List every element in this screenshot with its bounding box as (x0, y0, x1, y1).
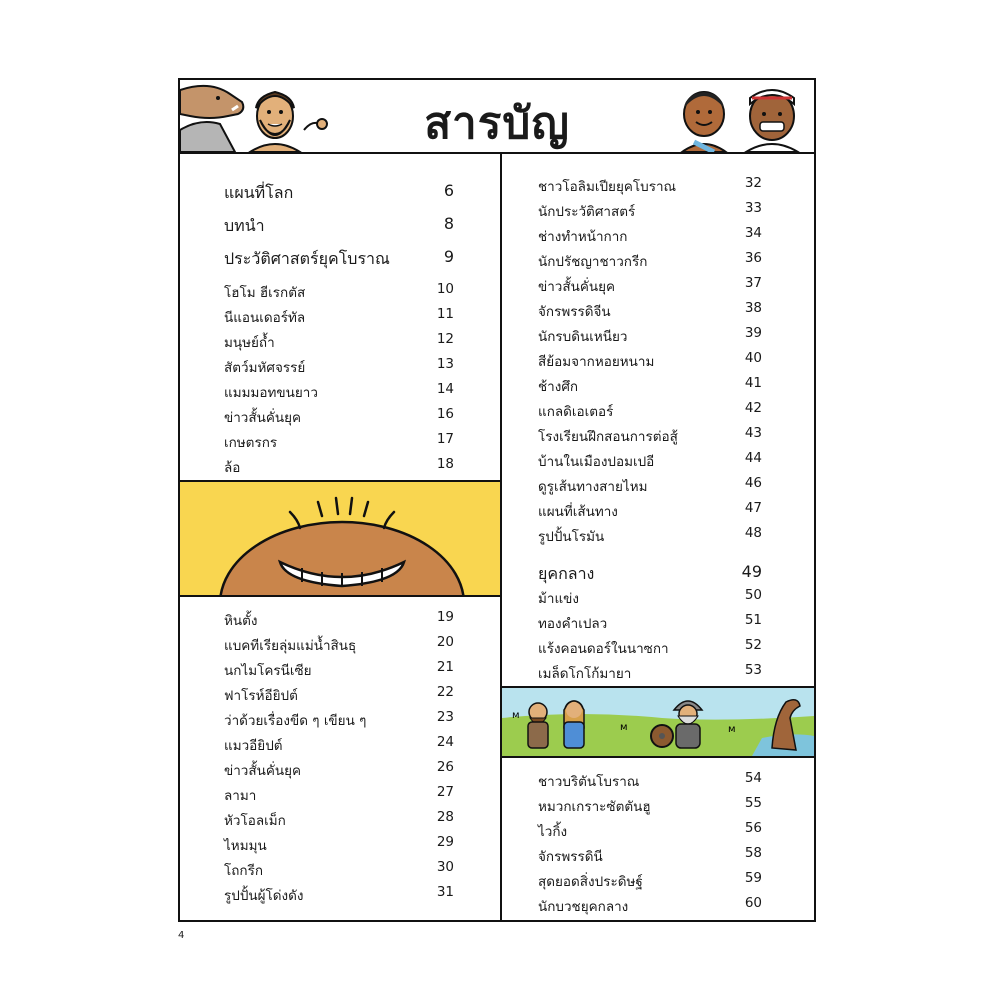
smiling-face-illustration (180, 482, 500, 595)
toc-entry-title: ช้างศึก (538, 379, 579, 395)
left-top-box (178, 152, 502, 482)
toc-entry-title: โฮโม ฮีเรกตัส (224, 285, 306, 301)
toc-entry-page: 53 (744, 662, 762, 678)
viking-scene-panel (500, 686, 816, 758)
toc-entry-page: 42 (744, 400, 762, 416)
toc-entry-title: สัตว์มหัศจรรย์ (224, 360, 306, 376)
toc-entry-page: 54 (744, 770, 762, 786)
toc-entry-page: 55 (744, 795, 762, 811)
toc-right-bottom (538, 758, 762, 924)
toc-entry-title: มนุษย์ถ้ำ (224, 335, 275, 351)
toc-entry-page: 60 (744, 895, 762, 911)
toc-entry-title: ม้าแข่ง (538, 591, 580, 607)
toc-entry-page: 56 (744, 820, 762, 836)
toc-entry-page: 39 (744, 325, 762, 341)
toc-entry-page: 13 (436, 356, 454, 372)
toc-entry-page: 30 (436, 859, 454, 875)
toc-entry-page: 47 (744, 500, 762, 516)
toc-entry-page: 50 (744, 587, 762, 603)
toc-entry-title: บทนำ (224, 216, 265, 235)
toc-entry-page: 23 (436, 709, 454, 725)
toc-entry-title: หัวโอลเม็ก (224, 813, 286, 829)
toc-entry-title: นักประวัติศาสตร์ (538, 204, 636, 220)
toc-entry-title: แบคทีเรียลุ่มแม่น้ำสินธุ (224, 638, 357, 654)
toc-entry-page: 26 (436, 759, 454, 775)
toc-entry-title: นักบวชยุคกลาง (538, 899, 629, 915)
toc-entry-page: 29 (436, 834, 454, 850)
toc-entry-title: ล้อ (224, 460, 241, 476)
toc-entry-page: 44 (744, 450, 762, 466)
toc-entry-page: 32 (744, 175, 762, 191)
toc-entry-page: 52 (744, 637, 762, 653)
toc-entry-page: 49 (741, 562, 762, 581)
toc-entry-title: โถกรีก (224, 863, 264, 879)
toc-entry-title: แมมมอทขนยาว (224, 385, 318, 401)
toc-entry-page: 9 (443, 247, 454, 266)
toc-entry-page: 11 (436, 306, 454, 322)
toc-entry-page: 43 (744, 425, 762, 441)
toc-entry-title: สุดยอดสิ่งประดิษฐ์ (538, 874, 643, 890)
toc-entry-title: นกไมโครนีเซีย (224, 663, 312, 679)
toc-entry-page: 10 (436, 281, 454, 297)
toc-entry-page: 24 (436, 734, 454, 750)
toc-entry-page: 37 (744, 275, 762, 291)
toc-entry-title: ช่างทำหน้ากาก (538, 229, 628, 245)
toc-entry-page: 20 (436, 634, 454, 650)
toc-entry-title: ไวกิ้ง (538, 824, 568, 840)
toc-entry-title: แผนที่เส้นทาง (538, 504, 618, 520)
svg-text:ᴍ: ᴍ (728, 724, 736, 735)
toc-left-bottom (224, 597, 454, 924)
toc-entry-page: 14 (436, 381, 454, 397)
toc-entry-page: 28 (436, 809, 454, 825)
toc-entry-title: หินตั้ง (224, 613, 258, 629)
toc-entry-page: 33 (744, 200, 762, 216)
toc-entry-title: นีแอนเดอร์ทัล (224, 310, 306, 326)
toc-entry-title: ข่าวสั้นคั่นยุค (538, 279, 616, 295)
page-title: สารบัญ (424, 98, 570, 149)
toc-entry-title: หมวกเกราะซัตตันฮู (538, 799, 651, 815)
toc-entry-title: สีย้อมจากหอยหนาม (538, 354, 655, 370)
toc-entry-title: แผนที่โลก (224, 183, 294, 202)
toc-entry-title: รูปปั้นโรมัน (538, 529, 605, 545)
children-illustration (674, 80, 814, 152)
toc-entry-title: โรงเรียนฝึกสอนการต่อสู้ (538, 429, 678, 445)
toc-entry-page: 51 (744, 612, 762, 628)
toc-entry-page: 16 (436, 406, 454, 422)
toc-entry-page: 18 (436, 456, 454, 472)
right-top-box (500, 152, 816, 688)
toc-entry-title: แร้งคอนดอร์ในนาซกา (538, 641, 669, 657)
toc-entry-title: ประวัติศาสตร์ยุคโบราณ (224, 249, 390, 268)
viking-scene-illustration (502, 688, 814, 756)
page-number: 4 (178, 930, 185, 941)
toc-entry-title: นักรบดินเหนียว (538, 329, 628, 345)
toc-entry-page: 21 (436, 659, 454, 675)
toc-left-top (224, 154, 454, 484)
svg-text:ᴍ: ᴍ (620, 722, 628, 733)
toc-entry-title: ข่าวสั้นคั่นยุค (224, 410, 302, 426)
toc-entry-title: เมล็ดโกโก้มายา (538, 666, 632, 682)
toc-entry-page: 19 (436, 609, 454, 625)
smiling-face-panel (178, 480, 502, 597)
toc-entry-title: รูปปั้นผู้โด่งดัง (224, 888, 304, 904)
toc-entry-title: ชาวบริตันโบราณ (538, 774, 640, 790)
toc-entry-page: 6 (443, 181, 454, 200)
toc-entry-title: ทองคำเปลว (538, 616, 608, 632)
toc-right-top (538, 154, 762, 690)
toc-entry-title: ชาวโอลิมเปียยุคโบราณ (538, 179, 677, 195)
toc-entry-page: 12 (436, 331, 454, 347)
toc-entry-title: แกลดิเอเตอร์ (538, 404, 614, 420)
toc-entry-title: บ้านในเมืองปอมเปอี (538, 454, 655, 470)
toc-entry-page: 38 (744, 300, 762, 316)
toc-entry-title: จักรพรรดินี (538, 849, 603, 865)
left-bottom-box (178, 595, 502, 922)
toc-entry-title: นักปรัชญาชาวกรีก (538, 254, 648, 270)
caveman-boar-illustration (180, 80, 350, 152)
toc-entry-title: ฟาโรห์อียิปต์ (224, 688, 298, 704)
toc-entry-title: ดูรูเส้นทางสายไหม (538, 479, 648, 495)
svg-text:ᴍ: ᴍ (512, 710, 520, 721)
toc-entry-page: 8 (443, 214, 454, 233)
toc-entry-page: 58 (744, 845, 762, 861)
toc-entry-page: 46 (744, 475, 762, 491)
toc-entry-page: 34 (744, 225, 762, 241)
toc-entry-title: ข่าวสั้นคั่นยุค (224, 763, 302, 779)
toc-entry-page: 17 (436, 431, 454, 447)
toc-entry-title: จักรพรรดิจีน (538, 304, 611, 320)
toc-entry-title: ไหมมุน (224, 838, 267, 854)
toc-entry-page: 22 (436, 684, 454, 700)
toc-entry-title: แมวอียิปต์ (224, 738, 283, 754)
toc-entry-page: 41 (744, 375, 762, 391)
right-bottom-box (500, 756, 816, 922)
toc-entry-title: ลามา (224, 788, 257, 804)
toc-entry-page: 48 (744, 525, 762, 541)
toc-entry-page: 31 (436, 884, 454, 900)
toc-entry-page: 36 (744, 250, 762, 266)
toc-entry-page: 27 (436, 784, 454, 800)
toc-entry-page: 59 (744, 870, 762, 886)
toc-entry-title: ยุคกลาง (538, 564, 595, 583)
toc-entry-title: ว่าด้วยเรื่องขีด ๆ เขียน ๆ (224, 713, 367, 729)
toc-entry-page: 40 (744, 350, 762, 366)
toc-entry-title: เกษตรกร (224, 435, 278, 451)
header-banner (178, 78, 816, 154)
